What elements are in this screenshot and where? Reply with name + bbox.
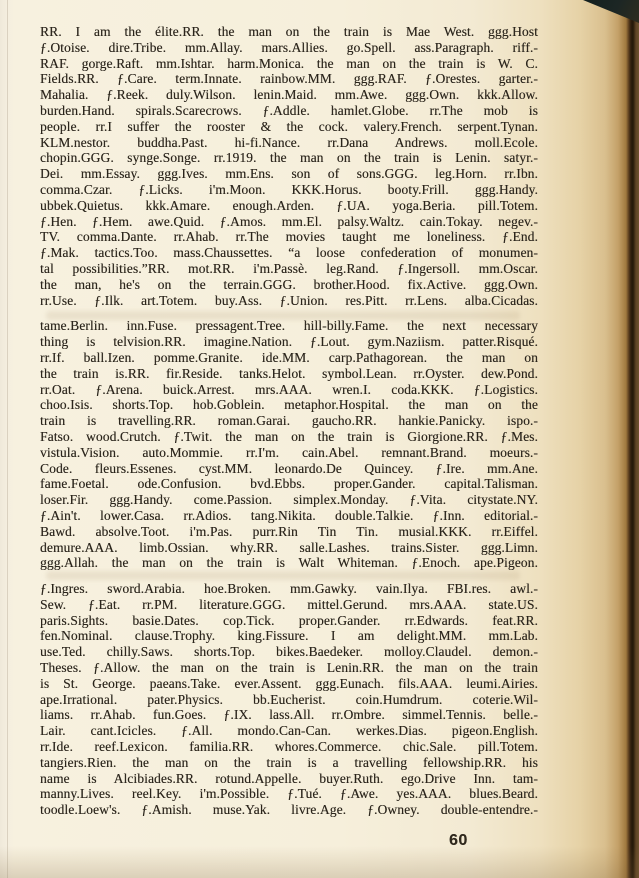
- text-line: train is travelling.RR. roman.Garai. gaucho.RR. hankie.Panicky. ispo.-: [40, 413, 538, 429]
- text-line: ape.Irrational. pater.Physics. bb.Eucherist. coin.Humdrum. coterie.Wil-: [40, 691, 538, 707]
- text-line: Fields.RR. ƒ.Care. term.Innate. rainbow.MM. ggg.RAF. ƒ.Orestes. garter.-: [40, 71, 538, 87]
- text-line: Dei. mm.Essay. ggg.Ives. mm.Ens. son of sons.GGG. leg.Horn. rr.Ibn.: [40, 166, 538, 182]
- text-line: the train is.RR. fir.Reside. tanks.Helot. symbol.Lean. rr.Oyster. dew.Pond.: [40, 365, 538, 381]
- text-line: chopin.GGG. synge.Songe. rr.1919. the man on the train is Lenin. satyr.-: [40, 150, 538, 166]
- text-line: burden.Hand. spirals.Scarecrows. ƒ.Addle. hamlet.Globe. rr.The mob is: [40, 102, 538, 118]
- text-line: tangiers.Rien. the man on the train is a travelling fellowship.RR. his: [40, 754, 538, 770]
- text-line: loser.Fir. ggg.Handy. come.Passion. simplex.Monday. ƒ.Vita. citystate.NY.: [40, 492, 538, 508]
- text-line: Sew. ƒ.Eat. rr.PM. literature.GGG. mittel.Gerund. mrs.AAA. state.US.: [40, 596, 538, 612]
- text-line: RAF. gorge.Raft. mm.Ishtar. harm.Monica. the man on the train is W. C.: [40, 55, 538, 71]
- text-line: rr.Oat. ƒ.Arena. buick.Arrest. mrs.AAA. wren.I. coda.KKK. ƒ.Logistics.: [40, 381, 538, 397]
- text-line: thing is telvision.RR. imagine.Nation. ƒ.Lout. gym.Naziism. patter.Risqué.: [40, 334, 538, 350]
- text-line: manny.Lives. reel.Key. i'm.Possible. ƒ.Tué. ƒ.Awe. yes.AAA. blues.Beard.: [40, 786, 538, 802]
- text-line: demure.AAA. limb.Ossian. why.RR. salle.Lashes. trains.Sister. ggg.Limn.: [40, 539, 538, 555]
- text-line: ƒ.Otoise. dire.Tribe. mm.Allay. mars.Allies. go.Spell. ass.Paragraph. riff.-: [40, 39, 538, 55]
- text-line: rr.Ide. reef.Lexicon. familia.RR. whores.Commerce. chic.Sale. pill.Totem.: [40, 739, 538, 755]
- text-line: fame.Foetal. ode.Confusion. bvd.Ebbs. proper.Gander. capital.Talisman.: [40, 476, 538, 492]
- text-line: Fatso. wood.Crutch. ƒ.Twit. the man on the train is Giorgione.RR. ƒ.Mes.: [40, 428, 538, 444]
- left-paper-seam: [7, 0, 8, 878]
- dark-corner: [583, 0, 639, 23]
- text-line: Lair. cant.Icicles. ƒ.All. mondo.Can-Can. werkes.Dias. pigeon.English.: [40, 723, 538, 739]
- text-line: tame.Berlin. inn.Fuse. pressagent.Tree. hill-billy.Fame. the next necessary: [40, 318, 538, 334]
- text-line: ƒ.Hen. ƒ.Hem. awe.Quid. ƒ.Amos. mm.El. palsy.Waltz. cain.Tokay. negev.-: [40, 213, 538, 229]
- text-line: toodle.Loew's. ƒ.Amish. muse.Yak. livre.Age. ƒ.Owney. double-entendre.-: [40, 802, 538, 818]
- text-line: Mahalia. ƒ.Reek. duly.Wilson. lenin.Maid. mm.Awe. ggg.Own. kkk.Allow.: [40, 87, 538, 103]
- text-line: ggg.Allah. the man on the train is Walt Whiteman. ƒ.Enoch. ape.Pigeon.: [40, 555, 538, 571]
- text-line: ubbek.Quietus. kkk.Amare. enough.Arden. ƒ.UA. yoga.Beria. pill.Totem.: [40, 197, 538, 213]
- text-line: the man, he's on the terrain.GGG. brother.Hood. fix.Active. ggg.Own.: [40, 276, 538, 292]
- text-block: [40, 24, 538, 828]
- text-line: rr.If. ball.Izen. pomme.Granite. ide.MM. carp.Pathagorean. the man on: [40, 349, 538, 365]
- text-line: liams. rr.Ahab. fun.Goes. ƒ.IX. lass.All. rr.Ombre. simmel.Tennis. belle.-: [40, 707, 538, 723]
- text-line: RR. I am the élite.RR. the man on the train is Mae West. ggg.Host: [40, 24, 538, 39]
- text-line: Bawd. absolve.Toot. i'm.Pas. purr.Rin Tin Tin. musial.KKK. rr.Eiffel.: [40, 523, 538, 539]
- text-line: Code. fleurs.Essenes. cyst.MM. leonardo.De Quincey. ƒ.Ire. mm.Ane.: [40, 460, 538, 476]
- text-line: ƒ.Ain't. lower.Casa. rr.Adios. tang.Nikita. double.Talkie. ƒ.Inn. editorial.-: [40, 507, 538, 523]
- text-line: is St. George. paeans.Take. ever.Assent. ggg.Eunach. fils.AAA. leumi.Airies.: [40, 675, 538, 691]
- text-line: rr.Use. ƒ.Ilk. art.Totem. buy.Ass. ƒ.Union. res.Pitt. rr.Lens. alba.Cicadas.: [40, 292, 538, 308]
- text-line: paris.Sights. basie.Dates. cop.Tick. proper.Gander. rr.Edwards. feat.RR.: [40, 612, 538, 628]
- text-line: vistula.Vision. auto.Mommie. rr.I'm. cain.Abel. remnant.Brand. moeurs.-: [40, 444, 538, 460]
- text-line: people. rr.I suffer the rooster & the cock. valery.French. serpent.Tynan.: [40, 118, 538, 134]
- text-line: KLM.nestor. buddha.Past. hi-fi.Nance. rr.Dana Andrews. moll.Ecole.: [40, 134, 538, 150]
- text-line: Theses. ƒ.Allow. the man on the train is Lenin.RR. the man on the train: [40, 660, 538, 676]
- text-line: ƒ.Mak. tactics.Too. mass.Chaussettes. “a loose confederation of monumen-: [40, 245, 538, 261]
- text-line: comma.Czar. ƒ.Licks. i'm.Moon. KKK.Horus. booty.Frill. ggg.Handy.: [40, 181, 538, 197]
- text-line: ƒ.Ingres. sword.Arabia. hoe.Broken. mm.Gawky. vain.Ilya. FBI.res. awl.-: [40, 581, 538, 597]
- page-number: 60: [449, 832, 468, 849]
- text-line: tal possibilities.”RR. mot.RR. i'm.Passè. leg.Rand. ƒ.Ingersoll. mm.Oscar.: [40, 260, 538, 276]
- paragraph: [40, 24, 538, 308]
- text-line: TV. comma.Dante. rr.Ahab. rr.The movies taught me loneliness. ƒ.End.: [40, 229, 538, 245]
- text-line: name is Alcibiades.RR. rotund.Appelle. buyer.Ruth. ego.Drive Inn. tam-: [40, 770, 538, 786]
- paragraph: [40, 581, 538, 818]
- text-line: choo.Isis. shorts.Top. hob.Goblein. metaphor.Hospital. the man on the: [40, 397, 538, 413]
- text-line: fen.Nominal. clause.Trophy. king.Fissure. I am delight.MM. mm.Lab.: [40, 628, 538, 644]
- text-line: use.Ted. chilly.Saws. shorts.Top. bikes.Baedeker. molloy.Claudel. demon.-: [40, 644, 538, 660]
- paragraph: [40, 318, 538, 571]
